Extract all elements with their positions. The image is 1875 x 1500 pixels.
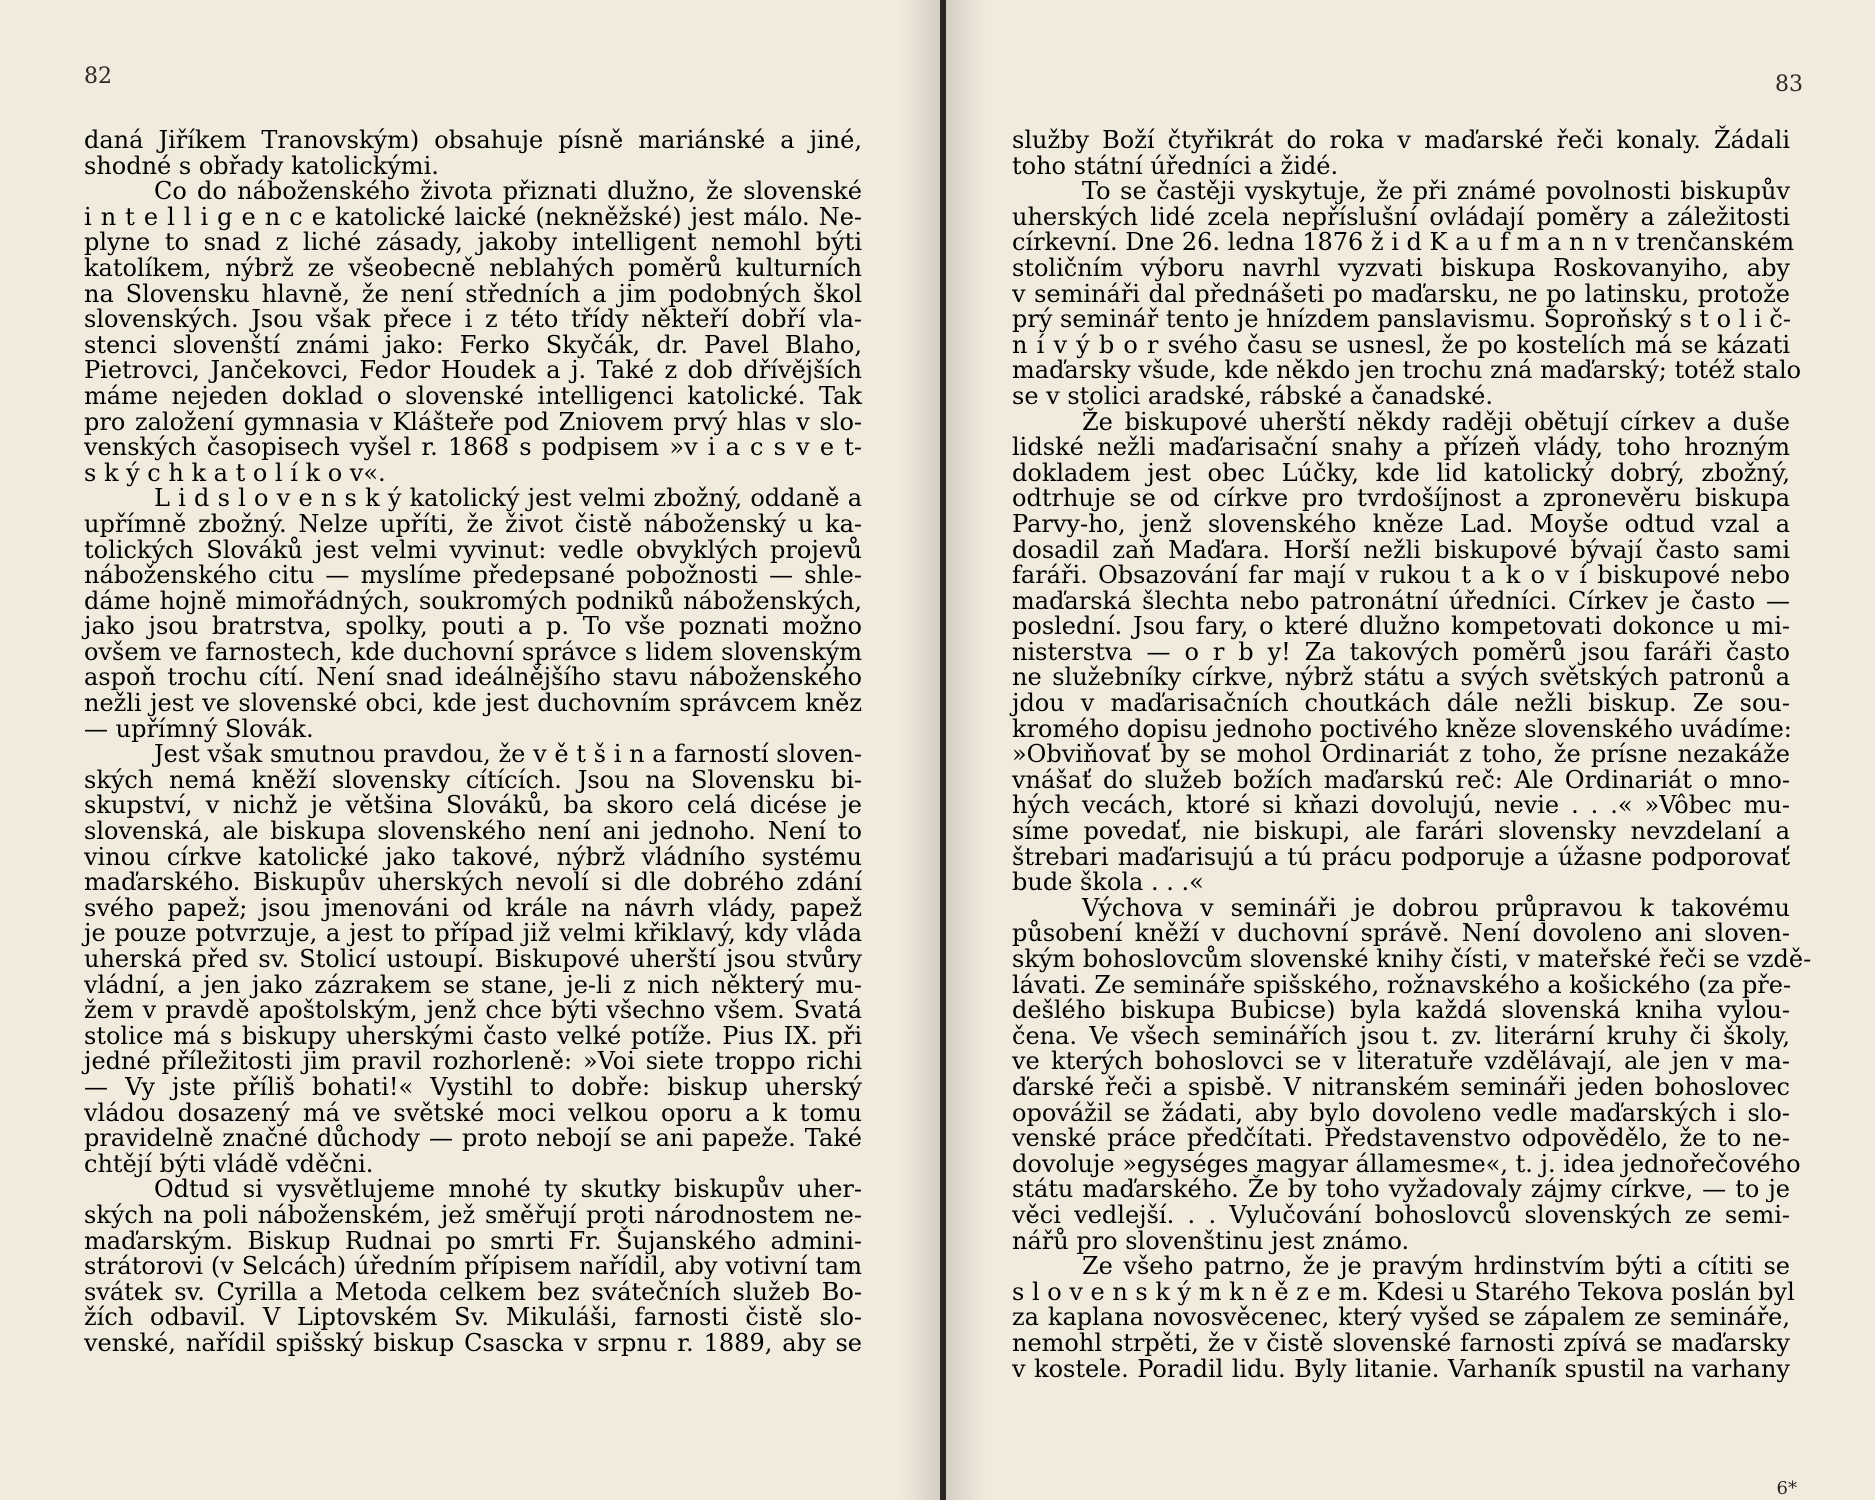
text-line: L i d s l o v e n s k ý katolický jest velmi zbožný, oddaně a: [154, 484, 862, 513]
text-line: máme nejeden doklad o slovenské intelligenci katolické. Tak: [84, 381, 862, 410]
text-line: stolice má s biskupy uherskými často velké potíže. Pius IX. při: [84, 1021, 862, 1050]
text-line: dosadil zaň Maďara. Horší nežli biskupové bývají často sami: [1012, 535, 1790, 564]
text-line: vládou dosazený má ve světské moci velkou oporu a k tomu: [84, 1098, 862, 1127]
text-line: nežli jest ve slovenské obci, kde jest duchovním správcem kněz: [84, 689, 862, 718]
text-line: hých vecách, ktoré si kňazi dovolujú, nevie . . .« »Vôbec mu-: [1012, 791, 1790, 820]
text-line: za kaplana novosvěcenec, který vyšed se zápalem ze semináře,: [1012, 1303, 1790, 1332]
text-line: vinou církve katolické jako takové, nýbrž vládního systému: [84, 842, 862, 871]
text-line: maďarského. Biskupův uherských nevolí si dle dobrého zdání: [84, 868, 862, 897]
text-line: náboženského citu — myslíme předepsané pobožnosti — shle-: [84, 561, 862, 590]
text-line: svátek sv. Cyrilla a Metoda celkem bez svátečních služeb Bo-: [84, 1277, 862, 1306]
text-line: v kostele. Poradil lidu. Byly litanie. Varhaník spustil na varhany: [1012, 1354, 1790, 1383]
text-line: toho státní úředníci a židé.: [1012, 151, 1339, 180]
text-line: lidské nežli maďarisační snahy a přízeň vlády, toho hrozným: [1012, 433, 1790, 462]
text-line: jdou v maďarisačních choutkách dále nežli biskup. Ze sou-: [1012, 689, 1790, 718]
text-line: čena. Ve všech seminářích jsou t. zv. literární kruhy či školy,: [1012, 1021, 1790, 1050]
text-line: strátorovi (v Selcách) úředním přípisem nařídil, aby votivní tam: [84, 1252, 862, 1281]
text-line: Parvy-ho, jenž slovenského kněze Lad. Moyše odtud vzal a: [1012, 509, 1790, 538]
right-page-text: [1012, 126, 1812, 1383]
text-line: To se častěji vyskytuje, že při známé povolnosti biskupův: [1082, 177, 1790, 206]
text-line: vládní, a jen jako zázrakem se stane, je-li z nich některý mu-: [84, 970, 862, 999]
page-number: 82: [84, 64, 112, 89]
text-line: svého papež; jsou jmenováni od krále na návrh vlády, papež: [84, 893, 862, 922]
text-line: shodné s obřady katolickými.: [84, 151, 439, 180]
text-line: kromého dopisu jednoho poctivého kněze slovenského uvádíme:: [1012, 714, 1792, 743]
text-line: dešlého biskupa Bubicse) byla každá slovenská kniha vylou-: [1012, 996, 1790, 1025]
text-line: štrebari maďarisujú a tú prácu podporuje a úžasne podporovať: [1012, 842, 1790, 871]
text-line: »Obviňovať by se mohol Ordinariát z toho, že prísne nezakáže: [1012, 740, 1790, 769]
text-line: Jest však smutnou pravdou, že v ě t š i n a farností sloven-: [154, 740, 862, 769]
text-line: slovenských. Jsou však přece i z této třídy někteří dobří vla-: [84, 305, 862, 334]
text-line: bude škola . . .«: [1012, 868, 1204, 897]
page-number: 83: [1775, 72, 1803, 97]
text-line: katolíkem, nýbrž ze všeobecně neblahých poměrů kulturních: [84, 253, 862, 282]
text-line: Pietrovci, Jančekovci, Fedor Houdek a j. Také z dob dřívějších: [84, 356, 862, 385]
text-line: dáme hojně mimořádných, soukromých podniků náboženských,: [84, 586, 862, 615]
text-line: venských časopisech vyšel r. 1868 s podpisem »v i a c s v e t-: [84, 433, 862, 462]
text-line: vnášať do služeb božích maďarskú reč: Ale Ordinariát o mno-: [1012, 765, 1790, 794]
text-line: daná Jiříkem Tranovským) obsahuje písně mariánské a jiné,: [84, 126, 862, 154]
text-line: je pouze potvrzuje, a jest to případ již velmi křiklavý, kdy vláda: [84, 919, 862, 948]
text-line: — upřímný Slovák.: [84, 714, 314, 743]
text-line: chtějí býti vládě vděčni.: [84, 1149, 374, 1178]
text-line: síme povedať, nie biskupi, ale farári slovensky nevzdelaní a: [1012, 817, 1790, 846]
text-line: se v stolici aradské, rábské a čanadské.: [1012, 381, 1493, 410]
text-line: stoličním výboru navrhl vyzvati biskupa Roskovanyiho, aby: [1012, 253, 1790, 282]
text-line: ských nemá kněží slovensky cítících. Jsou na Slovensku bi-: [84, 765, 862, 794]
text-line: ve kterých bohoslovci se v literatuře vzdělávají, ale jen v ma-: [1012, 1047, 1790, 1076]
text-line: ských na poli náboženském, jež směřují proti národnostem ne-: [84, 1200, 862, 1229]
text-line: Že biskupové uherští někdy raději obětují církev a duše: [1082, 407, 1790, 436]
text-line: ovšem ve farnostech, kde duchovní správce s lidem slovenským: [84, 637, 862, 666]
text-line: aspoň trochu cítí. Není snad ideálnějšího stavu náboženského: [84, 663, 862, 692]
text-line: maďarským. Biskup Rudnai po smrti Fr. Šujanského admini-: [84, 1226, 862, 1255]
text-line: ďarské řeči a spisbě. V nitranském semináři jeden bohoslovec: [1012, 1072, 1790, 1101]
text-line: faráři. Obsazování far mají v rukou t a k o v í biskupové nebo: [1012, 561, 1790, 590]
text-line: i n t e l l i g e n c e katolické laické (nekněžské) jest málo. Ne-: [84, 202, 862, 231]
text-line: skupství, v nichž je většina Slováků, ba skoro celá dicése je: [84, 791, 862, 820]
text-line: pro založení gymnasia v Klášteře pod Zniovem prvý hlas v slo-: [84, 407, 862, 436]
text-line: — Vy jste příliš bohati!« Vystihl to dobře: biskup uherský: [84, 1072, 862, 1101]
text-line: lávati. Ze semináře spišského, rožnavského a košického (za pře-: [1012, 970, 1792, 999]
text-line: nisterstva — o r b y! Za takových poměrů jsou faráři často: [1012, 637, 1790, 666]
text-line: s k ý c h k a t o l í k o v«.: [84, 458, 386, 487]
text-line: tolických Slováků jest velmi vyvinut: vedle obvyklých projevů: [84, 535, 862, 564]
text-line: poslední. Jsou fary, o které dlužno kompetovati dokonce u mi-: [1012, 612, 1790, 641]
text-line: státu maďarského. Že by toho vyžadovaly zájmy církve, — to je: [1012, 1175, 1790, 1204]
text-line: ne služebníky církve, nýbrž státu a svých světských patronů a: [1012, 663, 1790, 692]
text-line: věci vedlejší. . . Vylučování bohoslovců slovenských ze semi-: [1012, 1200, 1790, 1229]
text-line: služby Boží čtyřikrát do roka v maďarské řeči konaly. Žádali: [1012, 126, 1790, 154]
text-line: maďarsky všude, kde někdo jen trochu zná maďarský; totéž stalo: [1012, 356, 1802, 385]
left-page-text: [84, 128, 862, 1357]
text-line: jako jsou bratrstva, spolky, pouti a p. To vše poznati možno: [84, 612, 862, 641]
text-line: venské práce předčítati. Představenstvo odpovědělo, že to ne-: [1012, 1124, 1790, 1153]
text-line: žem v pravdě apoštolským, jenž chce býti všechno všem. Svatá: [84, 996, 862, 1025]
text-line: pravidelně značné důchody — proto nebojí se ani papeže. Také: [84, 1124, 862, 1153]
text-line: venské, nařídil spišský biskup Csascka v srpnu r. 1889, aby se: [84, 1328, 862, 1357]
text-line: na Slovensku hlavně, že není středních a jim podobných škol: [84, 279, 862, 308]
text-line: odtrhuje se od církve pro tvrdošíjnost a zpronevěru biskupa: [1012, 484, 1790, 513]
text-line: uherská před sv. Stolicí ustoupí. Biskupové uherští jsou stvůry: [84, 945, 862, 973]
text-line: nářů pro slovenštinu jest známo.: [1012, 1226, 1410, 1255]
text-line: v semináři dal přednášeti po maďarsku, ne po latinsku, protože: [1012, 279, 1790, 308]
text-line: jedné příležitosti jim pravil rozhorleně: »Voi siete troppo richi: [84, 1047, 862, 1076]
text-line: žích odbavil. V Liptovském Sv. Mikuláši, farnosti čistě slo-: [84, 1303, 862, 1332]
text-line: plyne to snad z liché zásady, jakoby intelligent nemohl býti: [84, 228, 862, 257]
text-line: dokladem jest obec Lúčky, kde lid katolický dobrý, zbožný,: [1012, 458, 1790, 487]
text-line: Odtud si vysvětlujeme mnohé ty skutky biskupův uher-: [154, 1175, 862, 1204]
text-line: stenci slovenští známi jako: Ferko Skyčák, dr. Pavel Blaho,: [84, 330, 862, 359]
text-line: ským bohoslovcům slovenské knihy čísti, v mateřské řeči se vzdě-: [1012, 945, 1812, 973]
text-line: n í v ý b o r svého času se usnesl, že po kostelích má se kázati: [1012, 330, 1790, 359]
text-line: upřímně zbožný. Nelze upříti, že život čistě náboženský u ka-: [84, 509, 862, 538]
text-line: dovoluje »egységes magyar államesme«, t. j. idea jednořečového: [1012, 1149, 1801, 1178]
text-line: uherských lidé zcela nepříslušní ovládají poměry a záležitosti: [1012, 202, 1790, 231]
text-line: opovážil se žádati, aby bylo dovoleno vedle maďarských i slo-: [1012, 1098, 1790, 1127]
text-line: maďarská šlechta nebo patronátní úředníci. Církev je často —: [1012, 586, 1790, 615]
text-line: působení kněží v duchovní správě. Není dovoleno ani sloven-: [1012, 919, 1790, 948]
text-line: prý seminář tento je hnízdem panslavismu. Šoproňský s t o l i č-: [1012, 305, 1791, 334]
gutter-shadow: [946, 0, 986, 1500]
gutter-shadow: [900, 0, 940, 1500]
text-line: Výchova v semináři je dobrou průpravou k takovému: [1082, 893, 1790, 922]
text-line: s l o v e n s k ý m k n ě z e m. Kdesi u Starého Tekova poslán byl: [1012, 1277, 1795, 1306]
text-line: Ze všeho patrno, že je pravým hrdinstvím býti a cítiti se: [1082, 1252, 1790, 1281]
text-line: nemohl strpěti, že v čistě slovenské farnosti zpívá se maďarsky: [1012, 1328, 1790, 1357]
text-line: slovenská, ale biskupa slovenského není ani jednoho. Není to: [84, 817, 862, 846]
signature-mark: 6*: [1776, 1478, 1797, 1499]
text-line: Co do náboženského života přiznati dlužno, že slovenské: [154, 177, 862, 206]
text-line: církevní. Dne 26. ledna 1876 ž i d K a u f m a n n v trenčanském: [1012, 228, 1795, 257]
